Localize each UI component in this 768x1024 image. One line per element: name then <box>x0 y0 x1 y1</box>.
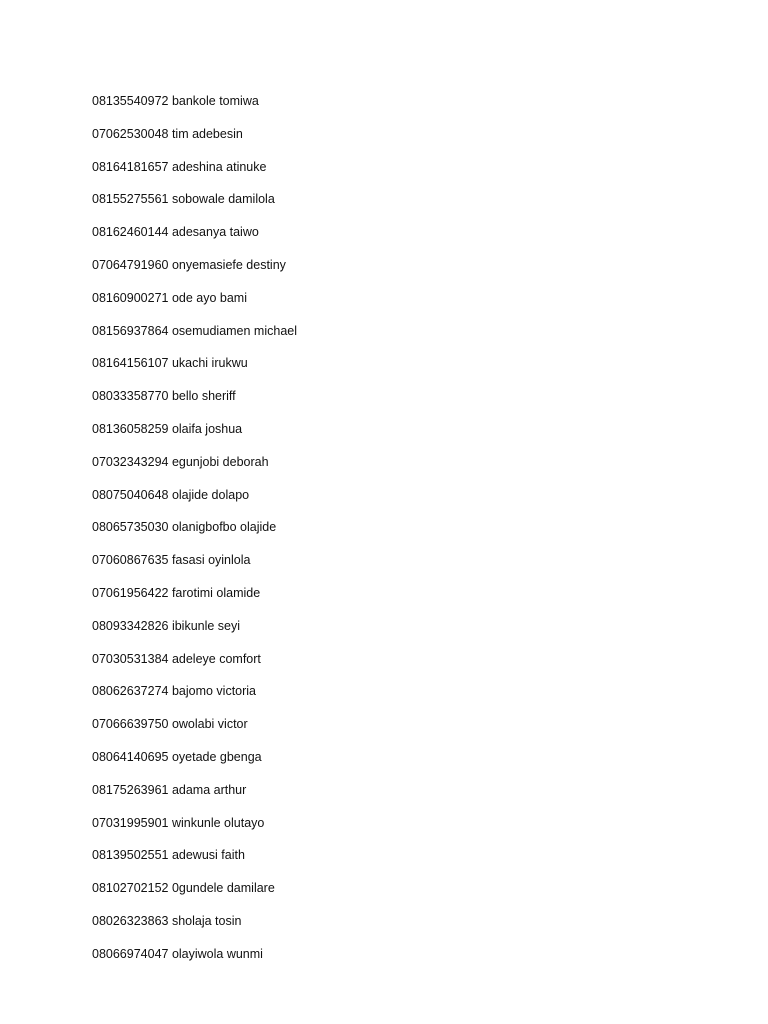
contact-line: 08136058259 olaifa joshua <box>92 421 243 436</box>
contact-line: 08026323863 sholaja tosin <box>92 913 242 928</box>
contact-line: 07031995901 winkunle olutayo <box>92 815 265 830</box>
contact-line: 08139502551 adewusi faith <box>92 848 245 863</box>
contact-line: 08155275561 sobowale damilola <box>92 192 275 207</box>
contact-line: 08175263961 adama arthur <box>92 782 247 797</box>
contact-line: 07032343294 egunjobi deborah <box>92 454 269 469</box>
contact-line: 08062637274 bajomo victoria <box>92 684 257 699</box>
contact-line: 08093342826 ibikunle seyi <box>92 618 241 633</box>
contact-line: 08162460144 adesanya taiwo <box>92 225 259 240</box>
contact-line: 08135540972 bankole tomiwa <box>92 94 259 108</box>
contact-line: 07064791960 onyemasiefe destiny <box>92 257 286 272</box>
contact-line: 07061956422 farotimi olamide <box>92 585 261 600</box>
contact-line: 08066974047 olayiwola wunmi <box>92 946 263 961</box>
contact-line: 07030531384 adeleye comfort <box>92 651 261 666</box>
contact-line: 08065735030 olanigbofbo olajide <box>92 520 277 535</box>
contact-line: 08164181657 adeshina atinuke <box>92 159 267 174</box>
contact-line: 08033358770 bello sheriff <box>92 389 236 404</box>
contact-line: 07060867635 fasasi oyinlola <box>92 553 251 568</box>
contact-line: 08064140695 oyetade gbenga <box>92 749 262 764</box>
contact-list <box>92 91 297 977</box>
contact-line: 08160900271 ode ayo bami <box>92 290 247 305</box>
contact-line: 08164156107 ukachi irukwu <box>92 356 248 371</box>
contact-line: 08075040648 olajide dolapo <box>92 487 250 502</box>
contact-line: 07066639750 owolabi victor <box>92 717 248 732</box>
contact-line: 08156937864 osemudiamen michael <box>92 323 298 338</box>
contact-line: 07062530048 tim adebesin <box>92 126 243 141</box>
contact-line: 08102702152 0gundele damilare <box>92 881 275 896</box>
